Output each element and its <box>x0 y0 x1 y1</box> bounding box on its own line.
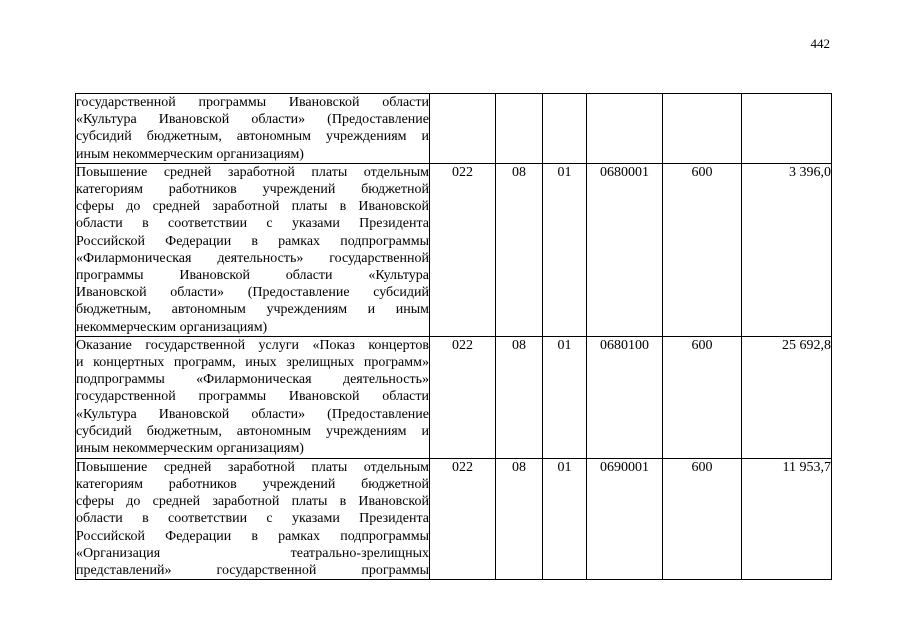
table-row <box>76 336 832 458</box>
expense-type-cell: 600 <box>663 458 742 579</box>
ministry-code-cell <box>430 94 496 164</box>
page-number: 442 <box>810 36 830 51</box>
row-description-line: Российской Федерации в рамках подпрограммы <box>76 528 429 544</box>
amount-cell: 11 953,7 <box>742 458 832 579</box>
section-code-cell: 08 <box>496 458 543 579</box>
row-description-line: Российской Федерации в рамках подпрограммы <box>76 233 429 249</box>
row-description-cell <box>76 163 430 336</box>
amount-cell: 25 692,8 <box>742 336 832 458</box>
section-code-cell: 08 <box>496 336 543 458</box>
target-article-cell: 0690001 <box>587 458 663 579</box>
row-description-line: некоммерческим организациям) <box>76 319 268 335</box>
row-description-line: сферы до средней заработной платы в Ивановской <box>76 494 429 510</box>
row-description-line: Повышение средней заработной платы отдельным <box>76 164 429 180</box>
target-article-cell: 0680100 <box>587 336 663 458</box>
row-description-line: категориям работников учреждений бюджетной <box>76 182 429 198</box>
row-description-line: сферы до средней заработной платы в Ивановской <box>76 199 429 215</box>
row-description-line: представлений» государственной программы <box>76 563 429 579</box>
budget-table <box>75 93 832 580</box>
expense-type-cell: 600 <box>663 336 742 458</box>
amount-cell <box>742 94 832 164</box>
row-description-line: и концертных программ, иных зрелищных программ» <box>76 355 429 371</box>
row-description-line: субсидий бюджетным, автономным учреждениям и <box>76 129 429 145</box>
row-description-line: категориям работников учреждений бюджетной <box>76 477 429 493</box>
row-description-line: области в соответствии с указами Президента <box>76 511 429 527</box>
expense-type-cell: 600 <box>663 163 742 336</box>
row-description-line: бюджетным, автономным учреждениям и иным <box>76 302 429 318</box>
amount-cell: 3 396,0 <box>742 163 832 336</box>
row-description-line: иным некоммерческим организациям) <box>76 146 304 162</box>
row-description-line: Оказание государственной услуги «Показ концертов <box>76 337 429 353</box>
row-description-cell <box>76 94 430 164</box>
row-description-line: «Культура Ивановской области» (Предоставление <box>76 112 429 128</box>
ministry-code-cell: 022 <box>430 336 496 458</box>
row-description-line: области в соответствии с указами Президента <box>76 216 429 232</box>
row-description-line: иным некоммерческим организациям) <box>76 441 304 457</box>
subsection-code-cell: 01 <box>543 458 587 579</box>
table-row <box>76 458 832 579</box>
row-description-line: «Культура Ивановской области» (Предоставление <box>76 406 429 422</box>
table-row <box>76 94 832 164</box>
row-description-line: «Филармоническая деятельность» государственной <box>76 250 429 266</box>
ministry-code-cell: 022 <box>430 163 496 336</box>
subsection-code-cell <box>543 94 587 164</box>
section-code-cell <box>496 94 543 164</box>
expense-type-cell <box>663 94 742 164</box>
subsection-code-cell: 01 <box>543 163 587 336</box>
row-description-line: подпрограммы «Филармоническая деятельность» <box>76 372 429 388</box>
target-article-cell: 0680001 <box>587 163 663 336</box>
row-description-cell <box>76 336 430 458</box>
row-description-line: государственной программы Ивановской области <box>76 95 429 110</box>
row-description-line: Повышение средней заработной платы отдельным <box>76 459 429 475</box>
row-description-line: государственной программы Ивановской области <box>76 389 429 405</box>
row-description-line: субсидий бюджетным, автономным учреждениям и <box>76 423 429 439</box>
section-code-cell: 08 <box>496 163 543 336</box>
target-article-cell <box>587 94 663 164</box>
row-description-cell <box>76 458 430 579</box>
row-description-line: программы Ивановской области «Культура <box>76 268 429 284</box>
row-description-line: Ивановской области» (Предоставление субсидий <box>76 285 429 301</box>
row-description-line: «Организация театрально-зрелищных <box>76 545 429 561</box>
subsection-code-cell: 01 <box>543 336 587 458</box>
ministry-code-cell: 022 <box>430 458 496 579</box>
table-row <box>76 163 832 336</box>
